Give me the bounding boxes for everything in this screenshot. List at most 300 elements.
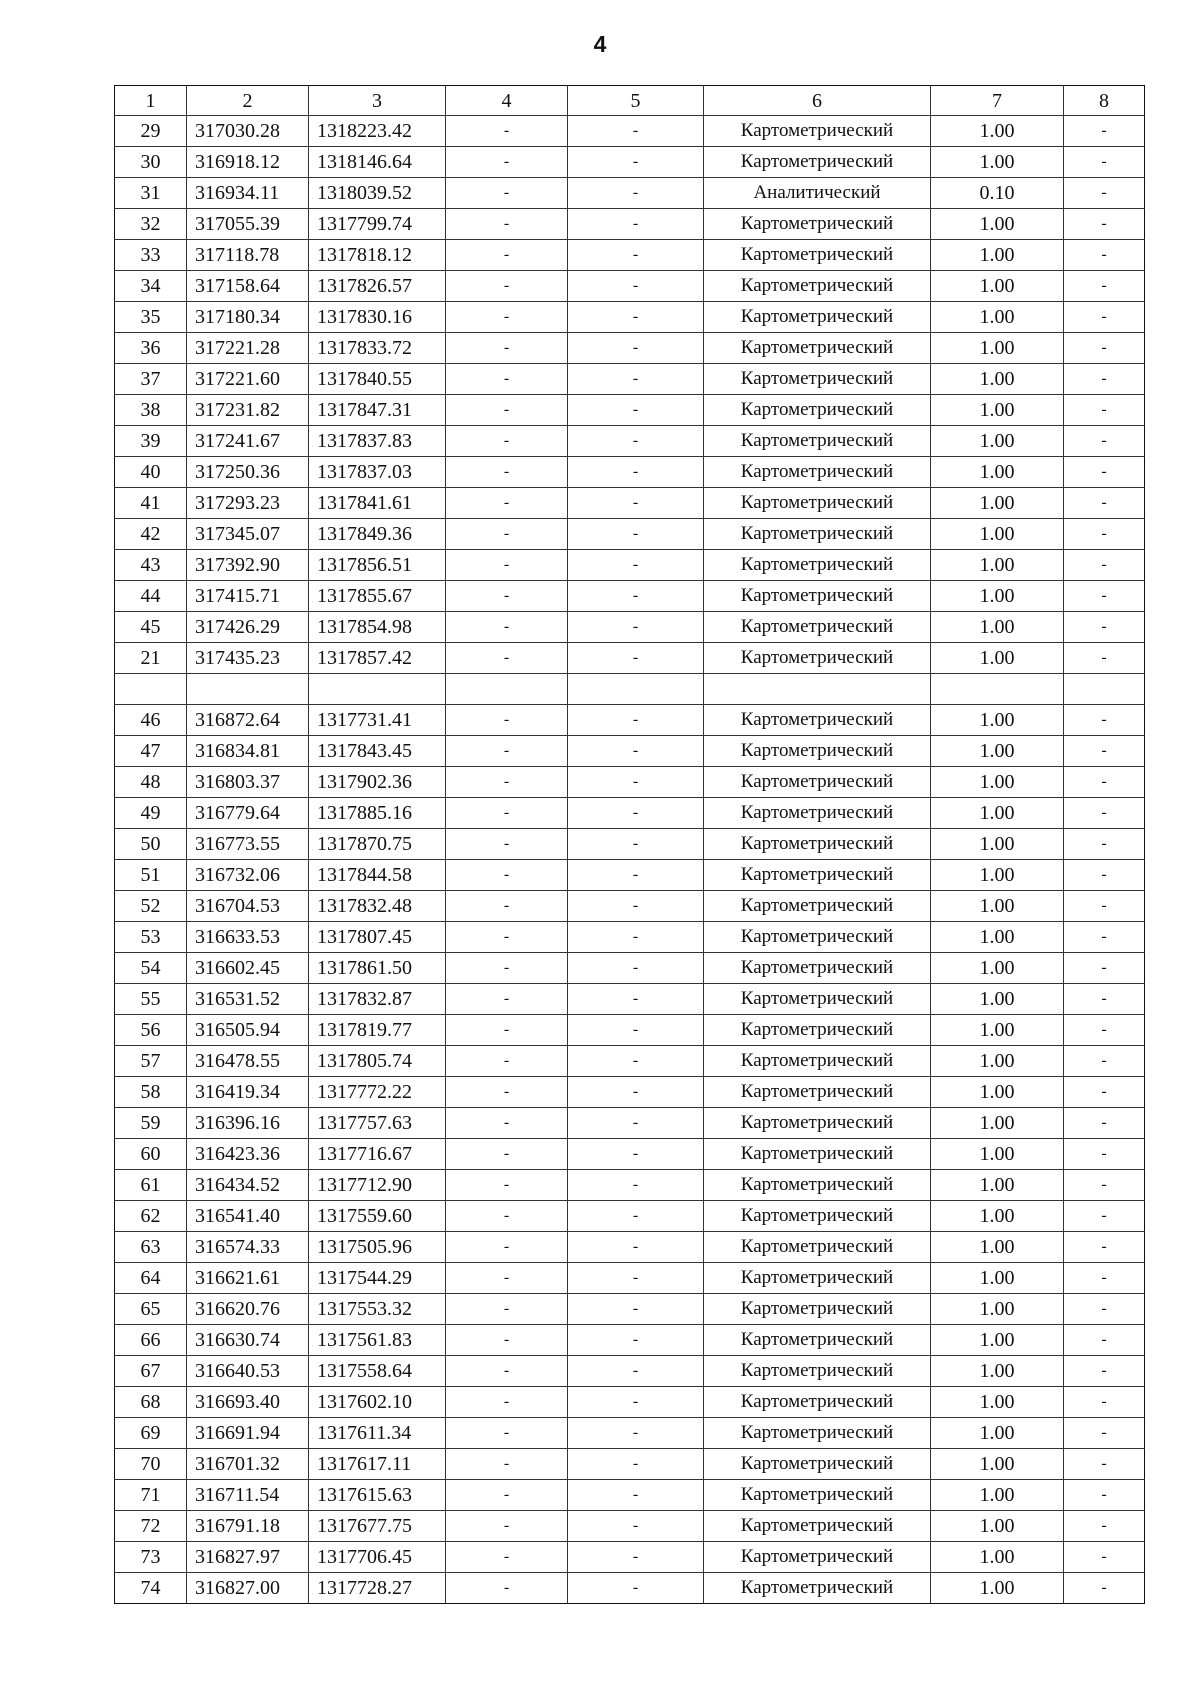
table-row [115,1201,1145,1232]
point-number-cell: 30 [115,147,187,178]
accuracy-cell: 1.00 [931,550,1064,581]
x-coordinate-cell: 316711.54 [187,1480,309,1511]
y-coordinate-cell: 1317807.45 [309,922,446,953]
col4-cell: - [446,457,568,488]
method-cell: Картометрический [704,1108,931,1139]
col5-cell: - [568,209,704,240]
accuracy-cell: 1.00 [931,953,1064,984]
col4-cell: - [446,1573,568,1604]
column-header: 7 [931,86,1064,116]
col8-cell: - [1064,240,1145,271]
accuracy-cell: 1.00 [931,488,1064,519]
accuracy-cell: 1.00 [931,116,1064,147]
point-number-cell: 50 [115,829,187,860]
accuracy-cell: 1.00 [931,1356,1064,1387]
point-number-cell: 38 [115,395,187,426]
x-coordinate-cell: 317241.67 [187,426,309,457]
table-row [115,612,1145,643]
col4-cell: - [446,1201,568,1232]
y-coordinate-cell [309,674,446,705]
col8-cell [1064,674,1145,705]
x-coordinate-cell: 316704.53 [187,891,309,922]
accuracy-cell: 1.00 [931,922,1064,953]
x-coordinate-cell: 316803.37 [187,767,309,798]
col8-cell: - [1064,922,1145,953]
col4-cell: - [446,1418,568,1449]
table-row [115,1263,1145,1294]
accuracy-cell: 1.00 [931,1387,1064,1418]
point-number-cell: 55 [115,984,187,1015]
col4-cell: - [446,1015,568,1046]
x-coordinate-cell: 316478.55 [187,1046,309,1077]
point-number-cell: 33 [115,240,187,271]
method-cell: Картометрический [704,643,931,674]
col8-cell: - [1064,1263,1145,1294]
x-coordinate-cell: 316693.40 [187,1387,309,1418]
method-cell: Картометрический [704,550,931,581]
col5-cell: - [568,798,704,829]
x-coordinate-cell: 316434.52 [187,1170,309,1201]
point-number-cell: 59 [115,1108,187,1139]
x-coordinate-cell: 316574.33 [187,1232,309,1263]
y-coordinate-cell: 1317712.90 [309,1170,446,1201]
x-coordinate-cell: 316633.53 [187,922,309,953]
point-number-cell: 31 [115,178,187,209]
y-coordinate-cell: 1317837.83 [309,426,446,457]
table-row [115,147,1145,178]
col5-cell: - [568,705,704,736]
point-number-cell: 64 [115,1263,187,1294]
point-number-cell: 66 [115,1325,187,1356]
point-number-cell: 21 [115,643,187,674]
table-body [115,116,1145,1604]
method-cell: Картометрический [704,705,931,736]
table-row [115,1511,1145,1542]
col5-cell: - [568,1046,704,1077]
col5-cell: - [568,488,704,519]
column-header: 6 [704,86,931,116]
method-cell: Картометрический [704,1077,931,1108]
y-coordinate-cell: 1317706.45 [309,1542,446,1573]
method-cell: Картометрический [704,1418,931,1449]
accuracy-cell: 1.00 [931,395,1064,426]
point-number-cell: 68 [115,1387,187,1418]
method-cell: Картометрический [704,240,931,271]
col4-cell: - [446,240,568,271]
method-cell: Аналитический [704,178,931,209]
method-cell: Картометрический [704,798,931,829]
table-row [115,1077,1145,1108]
col4-cell: - [446,767,568,798]
accuracy-cell: 0.10 [931,178,1064,209]
table-row [115,1015,1145,1046]
table-row [115,1139,1145,1170]
x-coordinate-cell: 316630.74 [187,1325,309,1356]
y-coordinate-cell: 1317611.34 [309,1418,446,1449]
x-coordinate-cell: 317231.82 [187,395,309,426]
x-coordinate-cell: 316934.11 [187,178,309,209]
y-coordinate-cell: 1317772.22 [309,1077,446,1108]
method-cell: Картометрический [704,1263,931,1294]
point-number-cell: 48 [115,767,187,798]
x-coordinate-cell: 316834.81 [187,736,309,767]
col8-cell: - [1064,984,1145,1015]
accuracy-cell: 1.00 [931,240,1064,271]
col8-cell: - [1064,1232,1145,1263]
column-header: 4 [446,86,568,116]
y-coordinate-cell: 1317826.57 [309,271,446,302]
method-cell: Картометрический [704,1511,931,1542]
y-coordinate-cell: 1317553.32 [309,1294,446,1325]
col5-cell: - [568,1449,704,1480]
col8-cell: - [1064,1542,1145,1573]
point-number-cell: 72 [115,1511,187,1542]
table-row [115,395,1145,426]
method-cell: Картометрический [704,1015,931,1046]
accuracy-cell: 1.00 [931,767,1064,798]
method-cell: Картометрический [704,1573,931,1604]
method-cell: Картометрический [704,209,931,240]
y-coordinate-cell: 1317841.61 [309,488,446,519]
col5-cell: - [568,860,704,891]
col5-cell: - [568,1015,704,1046]
x-coordinate-cell: 316701.32 [187,1449,309,1480]
col4-cell: - [446,736,568,767]
accuracy-cell: 1.00 [931,147,1064,178]
accuracy-cell: 1.00 [931,829,1064,860]
method-cell: Картометрический [704,1232,931,1263]
col4-cell: - [446,1263,568,1294]
col8-cell: - [1064,829,1145,860]
x-coordinate-cell: 317392.90 [187,550,309,581]
table-row [115,1294,1145,1325]
col8-cell: - [1064,798,1145,829]
col8-cell: - [1064,1170,1145,1201]
y-coordinate-cell: 1317615.63 [309,1480,446,1511]
point-number-cell: 65 [115,1294,187,1325]
coordinates-table [114,85,1145,1604]
accuracy-cell: 1.00 [931,1139,1064,1170]
col5-cell: - [568,147,704,178]
table-row [115,178,1145,209]
table-row [115,829,1145,860]
col4-cell: - [446,488,568,519]
y-coordinate-cell: 1317849.36 [309,519,446,550]
column-header: 2 [187,86,309,116]
x-coordinate-cell: 316621.61 [187,1263,309,1294]
point-number-cell: 43 [115,550,187,581]
col4-cell: - [446,395,568,426]
col4-cell: - [446,705,568,736]
col5-cell: - [568,581,704,612]
table-row [115,1573,1145,1604]
col8-cell: - [1064,581,1145,612]
point-number-cell: 45 [115,612,187,643]
col5-cell: - [568,891,704,922]
col8-cell: - [1064,860,1145,891]
y-coordinate-cell: 1317818.12 [309,240,446,271]
x-coordinate-cell: 317221.60 [187,364,309,395]
col4-cell: - [446,1232,568,1263]
col4-cell: - [446,922,568,953]
point-number-cell: 46 [115,705,187,736]
point-number-cell: 49 [115,798,187,829]
accuracy-cell: 1.00 [931,1542,1064,1573]
y-coordinate-cell: 1317902.36 [309,767,446,798]
table-row [115,116,1145,147]
col4-cell: - [446,612,568,643]
method-cell: Картометрический [704,426,931,457]
y-coordinate-cell: 1317602.10 [309,1387,446,1418]
col4-cell [446,674,568,705]
point-number-cell: 67 [115,1356,187,1387]
table-row [115,302,1145,333]
x-coordinate-cell: 317415.71 [187,581,309,612]
col5-cell: - [568,550,704,581]
method-cell: Картометрический [704,1201,931,1232]
col8-cell: - [1064,643,1145,674]
col4-cell: - [446,953,568,984]
table-row [115,364,1145,395]
point-number-cell: 56 [115,1015,187,1046]
col4-cell: - [446,829,568,860]
accuracy-cell: 1.00 [931,1449,1064,1480]
y-coordinate-cell: 1317870.75 [309,829,446,860]
y-coordinate-cell: 1317857.42 [309,643,446,674]
col5-cell: - [568,364,704,395]
col5-cell: - [568,1418,704,1449]
col5-cell: - [568,1077,704,1108]
col8-cell: - [1064,271,1145,302]
table-row [115,488,1145,519]
col8-cell: - [1064,302,1145,333]
y-coordinate-cell: 1317832.48 [309,891,446,922]
method-cell: Картометрический [704,860,931,891]
col4-cell: - [446,178,568,209]
method-cell [704,674,931,705]
table-row [115,1108,1145,1139]
col4-cell: - [446,798,568,829]
table-row [115,240,1145,271]
accuracy-cell: 1.00 [931,1325,1064,1356]
col5-cell: - [568,426,704,457]
col4-cell: - [446,550,568,581]
col5-cell: - [568,767,704,798]
y-coordinate-cell: 1317861.50 [309,953,446,984]
method-cell: Картометрический [704,922,931,953]
x-coordinate-cell: 316773.55 [187,829,309,860]
x-coordinate-cell: 317345.07 [187,519,309,550]
point-number-cell: 54 [115,953,187,984]
point-number-cell: 41 [115,488,187,519]
method-cell: Картометрический [704,1449,931,1480]
col5-cell: - [568,612,704,643]
method-cell: Картометрический [704,1542,931,1573]
accuracy-cell: 1.00 [931,1418,1064,1449]
point-number-cell: 57 [115,1046,187,1077]
accuracy-cell: 1.00 [931,364,1064,395]
point-number-cell: 63 [115,1232,187,1263]
y-coordinate-cell: 1317832.87 [309,984,446,1015]
method-cell: Картометрический [704,457,931,488]
method-cell: Картометрический [704,116,931,147]
col5-cell: - [568,333,704,364]
col8-cell: - [1064,736,1145,767]
point-number-cell: 74 [115,1573,187,1604]
col8-cell: - [1064,705,1145,736]
accuracy-cell: 1.00 [931,1077,1064,1108]
col5-cell: - [568,1232,704,1263]
x-coordinate-cell: 316640.53 [187,1356,309,1387]
col8-cell: - [1064,891,1145,922]
point-number-cell: 53 [115,922,187,953]
x-coordinate-cell: 316779.64 [187,798,309,829]
accuracy-cell: 1.00 [931,1201,1064,1232]
col4-cell: - [446,426,568,457]
col8-cell: - [1064,333,1145,364]
point-number-cell: 47 [115,736,187,767]
method-cell: Картометрический [704,829,931,860]
col5-cell: - [568,116,704,147]
point-number-cell: 51 [115,860,187,891]
accuracy-cell: 1.00 [931,209,1064,240]
method-cell: Картометрический [704,891,931,922]
x-coordinate-cell: 317055.39 [187,209,309,240]
method-cell: Картометрический [704,1139,931,1170]
table-row [115,984,1145,1015]
table-row [115,1418,1145,1449]
accuracy-cell: 1.00 [931,1046,1064,1077]
method-cell: Картометрический [704,302,931,333]
table-row [115,271,1145,302]
col5-cell: - [568,1542,704,1573]
method-cell: Картометрический [704,1046,931,1077]
y-coordinate-cell: 1317677.75 [309,1511,446,1542]
point-number-cell: 42 [115,519,187,550]
accuracy-cell: 1.00 [931,271,1064,302]
table-row [115,860,1145,891]
col5-cell: - [568,1263,704,1294]
table-row [115,209,1145,240]
x-coordinate-cell: 316872.64 [187,705,309,736]
point-number-cell: 52 [115,891,187,922]
y-coordinate-cell: 1318223.42 [309,116,446,147]
col4-cell: - [446,1077,568,1108]
col4-cell: - [446,1356,568,1387]
method-cell: Картометрический [704,147,931,178]
col8-cell: - [1064,209,1145,240]
col8-cell: - [1064,1511,1145,1542]
table-row [115,798,1145,829]
x-coordinate-cell: 317250.36 [187,457,309,488]
col5-cell: - [568,271,704,302]
col5-cell: - [568,1356,704,1387]
x-coordinate-cell [187,674,309,705]
y-coordinate-cell: 1317799.74 [309,209,446,240]
col4-cell: - [446,581,568,612]
y-coordinate-cell: 1317805.74 [309,1046,446,1077]
point-number-cell: 60 [115,1139,187,1170]
x-coordinate-cell: 316531.52 [187,984,309,1015]
method-cell: Картометрический [704,1170,931,1201]
col8-cell: - [1064,116,1145,147]
x-coordinate-cell: 316541.40 [187,1201,309,1232]
point-number-cell: 69 [115,1418,187,1449]
method-cell: Картометрический [704,1480,931,1511]
accuracy-cell: 1.00 [931,1263,1064,1294]
col4-cell: - [446,891,568,922]
x-coordinate-cell: 316918.12 [187,147,309,178]
col8-cell: - [1064,488,1145,519]
method-cell: Картометрический [704,984,931,1015]
y-coordinate-cell: 1317544.29 [309,1263,446,1294]
method-cell: Картометрический [704,1387,931,1418]
method-cell: Картометрический [704,612,931,643]
x-coordinate-cell: 316691.94 [187,1418,309,1449]
column-header: 1 [115,86,187,116]
accuracy-cell: 1.00 [931,581,1064,612]
accuracy-cell: 1.00 [931,736,1064,767]
point-number-cell: 70 [115,1449,187,1480]
accuracy-cell: 1.00 [931,1294,1064,1325]
table-row [115,922,1145,953]
x-coordinate-cell: 317180.34 [187,302,309,333]
col4-cell: - [446,1449,568,1480]
table-row [115,1170,1145,1201]
y-coordinate-cell: 1317559.60 [309,1201,446,1232]
y-coordinate-cell: 1317617.11 [309,1449,446,1480]
y-coordinate-cell: 1317840.55 [309,364,446,395]
point-number-cell: 62 [115,1201,187,1232]
point-number-cell: 37 [115,364,187,395]
table-header-row [115,86,1145,116]
col4-cell: - [446,1294,568,1325]
x-coordinate-cell: 317158.64 [187,271,309,302]
accuracy-cell: 1.00 [931,519,1064,550]
x-coordinate-cell: 316827.00 [187,1573,309,1604]
x-coordinate-cell: 317118.78 [187,240,309,271]
accuracy-cell: 1.00 [931,302,1064,333]
table-row [115,643,1145,674]
method-cell: Картометрический [704,1294,931,1325]
col8-cell: - [1064,457,1145,488]
x-coordinate-cell: 316732.06 [187,860,309,891]
x-coordinate-cell: 316620.76 [187,1294,309,1325]
col5-cell: - [568,1325,704,1356]
col4-cell: - [446,860,568,891]
col5-cell: - [568,1201,704,1232]
table-row [115,953,1145,984]
col5-cell: - [568,953,704,984]
accuracy-cell: 1.00 [931,891,1064,922]
col4-cell: - [446,147,568,178]
method-cell: Картометрический [704,271,931,302]
col4-cell: - [446,364,568,395]
col8-cell: - [1064,1108,1145,1139]
accuracy-cell: 1.00 [931,643,1064,674]
y-coordinate-cell: 1317843.45 [309,736,446,767]
method-cell: Картометрический [704,1356,931,1387]
col8-cell: - [1064,1077,1145,1108]
col5-cell: - [568,829,704,860]
col4-cell: - [446,519,568,550]
col4-cell: - [446,1511,568,1542]
col5-cell: - [568,240,704,271]
col8-cell: - [1064,1201,1145,1232]
col8-cell: - [1064,550,1145,581]
accuracy-cell: 1.00 [931,1232,1064,1263]
col8-cell: - [1064,612,1145,643]
